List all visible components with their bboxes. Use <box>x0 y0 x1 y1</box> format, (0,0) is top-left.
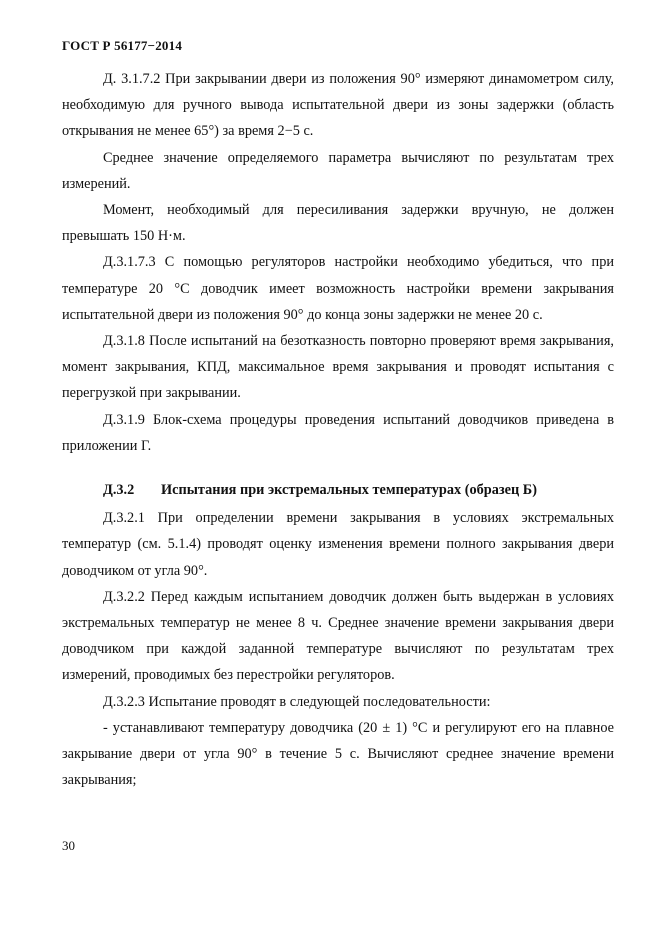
section-heading <box>62 477 614 503</box>
paragraph-moment: Момент, необходимый для пересиливания задержки вручную, не должен превышать 150 Н·м. <box>62 202 614 245</box>
page-number: 30 <box>62 838 75 853</box>
section-title: Испытания при экстремальных температурах (образец Б) <box>161 482 538 499</box>
paragraph-average-value: Среднее значение определяемого параметра вычисляют по результатам трех измерений. <box>62 149 614 192</box>
paragraph-d3223: Д.3.2.3 Испытание проводят в следующей последовательности: <box>103 693 491 710</box>
paragraph-d318: Д.3.1.8 После испытаний на безотказность повторно проверяют время закрывания, момент закрывания, КПД, максимальное время закрывания и проводят испытания с перегрузкой при закрывании. <box>62 333 614 402</box>
section-number: Д.3.2 <box>103 482 135 499</box>
paragraph-d3173: Д.3.1.7.3 С помощью регуляторов настройки необходимо убедиться, что при температуре 20 °С доводчик имеет возможность настройки времени закрывания испытательной двери из положения 90° до конца зоны задержки не менее 20 с. <box>62 254 614 323</box>
paragraph-d3222: Д.3.2.2 Перед каждым испытанием доводчик должен быть выдержан в условиях экстремальных температур не менее 8 ч. Среднее значение времени закрывания двери доводчиком при каждой заданной температуре вычисляют по результатам трех измерений, проводимых без перестройки регуляторов. <box>62 588 614 684</box>
list-item-set-temperature: - устанавливают температуру доводчика (20 ± 1) °С и регулируют его на плавное закрывание двери от угла 90° в течение 5 с. Вычисляют среднее значение времени закрывания; <box>62 719 614 789</box>
paragraph-d319: Д.3.1.9 Блок-схема процедуры проведения испытаний доводчиков приведена в приложении Г. <box>62 411 614 454</box>
page-body <box>62 66 614 793</box>
document-header: ГОСТ Р 56177−2014 <box>62 38 183 53</box>
paragraph-d3172: Д. 3.1.7.2 При закрывании двери из положения 90° измеряют динамометром силу, необходимую для ручного вывода испытательной двери из зоны задержки (область открывания не менее 65°) за время 2−5 с. <box>62 71 614 140</box>
paragraph-d3221: Д.3.2.1 При определении времени закрывания в условиях экстремальных температур (см. 5.1.4) проводят оценку изменения времени полного закрывания двери доводчиком от угла 90°. <box>62 510 614 579</box>
